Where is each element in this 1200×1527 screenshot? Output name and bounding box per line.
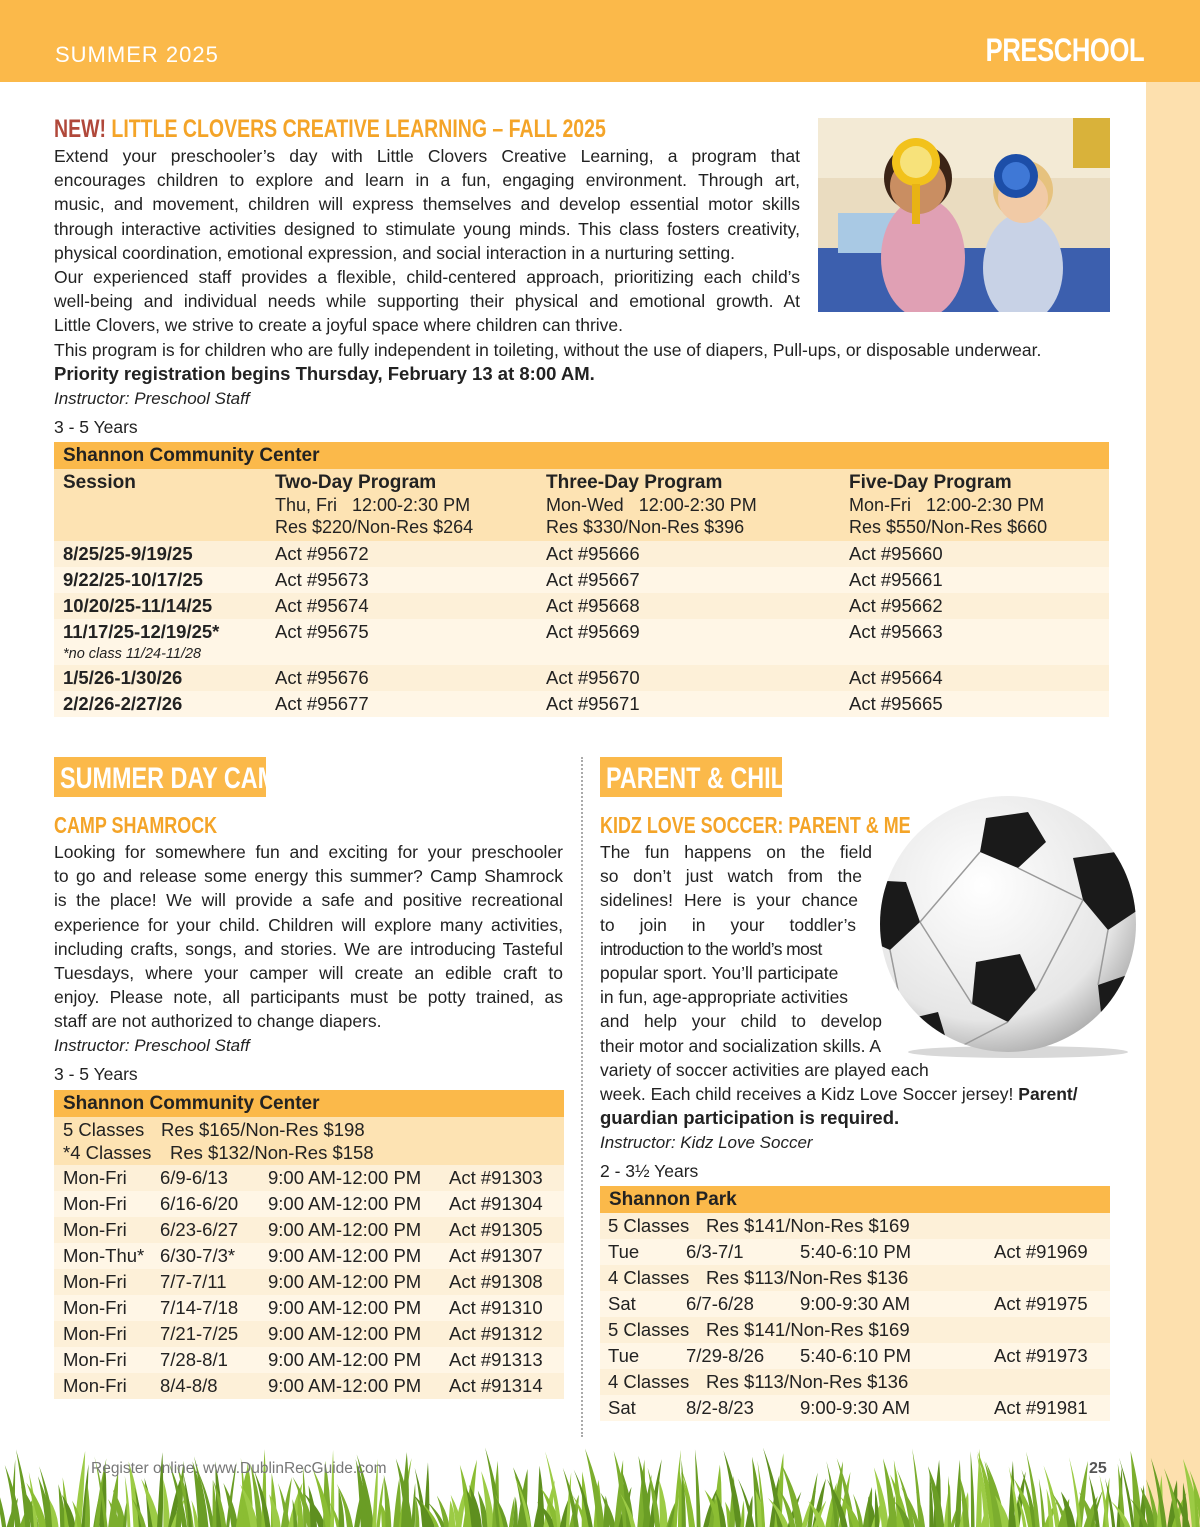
classes-label: 4 Classes [608, 1267, 690, 1288]
parent-banner [600, 757, 802, 797]
camp-dates: 6/16-6/20 [160, 1193, 239, 1214]
camp-act: Act #91304 [449, 1193, 543, 1214]
camp-days: Mon-Fri [63, 1323, 127, 1344]
grass-blade [948, 1476, 951, 1527]
register-link[interactable]: Register online: www.DublinRecGuide.com [91, 1460, 387, 1477]
grass-blade [659, 1479, 668, 1527]
soccer-day: Sat [608, 1397, 636, 1418]
camp-time: 9:00 AM-12:00 PM [268, 1271, 422, 1292]
desc-line: is the place! We will provide a safe and positive recreational [54, 890, 563, 911]
priority-registration: Priority registration begins Thursday, February 13 at 8:00 AM. [54, 363, 595, 384]
classes-price: Res $113/Non-Res $136 [706, 1267, 909, 1288]
soccer-act: Act #91981 [994, 1397, 1088, 1418]
soccer-dates: 6/7-6/28 [686, 1293, 754, 1314]
desc-line: physical coordination, emotional expression, and social interaction in a nurturing setting. [54, 242, 735, 263]
grass-blade [971, 1451, 975, 1527]
desc-line: Little Clovers, we strive to create a joyful space where children can thrive. [54, 315, 624, 336]
program-five-day [849, 472, 1047, 538]
soccer-ages: 2 - 3½ Years [600, 1161, 699, 1181]
camp-days: Mon-Fri [63, 1271, 127, 1292]
program-three-day [546, 472, 757, 538]
camp-time: 9:00 AM-12:00 PM [268, 1297, 422, 1318]
clovers-description [54, 144, 800, 338]
camp-row [54, 1243, 564, 1269]
desc-line: popular sport. You’ll participate [600, 963, 839, 984]
desc-line: their motor and socialization skills. A [600, 1035, 882, 1056]
program-two-day [275, 472, 473, 538]
act-three: Act #95667 [546, 569, 640, 590]
camp-dates: 7/7-7/11 [160, 1271, 227, 1292]
camp-location: Shannon Community Center [54, 1090, 564, 1117]
act-five: Act #95662 [849, 595, 943, 616]
act-five: Act #95664 [849, 667, 943, 688]
camp-act: Act #91313 [449, 1349, 543, 1370]
clovers-ages: 3 - 5 Years [54, 417, 138, 437]
camp-row [54, 1295, 564, 1321]
camp-row [54, 1191, 564, 1217]
camp-days: Mon-Fri [63, 1349, 127, 1370]
desc-line: through interactive activities designed to stimulate young minds. This class fosters creativity, [54, 218, 800, 239]
section-title: PRESCHOOL [985, 32, 1144, 68]
program-name: Three-Day Program [546, 472, 723, 493]
session-label: Session [63, 472, 136, 493]
soccer-time: 5:40-6:10 PM [800, 1345, 912, 1366]
soccer-time: 9:00-9:30 AM [800, 1397, 911, 1418]
soccer-row [600, 1239, 1110, 1265]
grass-blade [163, 1479, 170, 1527]
side-stripe [1146, 82, 1200, 1527]
camp-act: Act #91307 [449, 1245, 543, 1266]
price-label: *4 Classes [63, 1142, 152, 1163]
session-dates: 8/25/25-9/19/25 [63, 543, 193, 564]
camp-description [54, 840, 563, 1034]
soccer-description [600, 840, 1112, 1130]
desc-line: staff are not authorized to change diapers. [54, 1011, 382, 1032]
soccer-price-row [600, 1317, 1110, 1343]
toilet-note: This program is for children who are fully independent in toileting, without the use of diapers, Pull-ups, or disposable underwear. [54, 340, 1042, 360]
participation-note: guardian participation is required. [600, 1107, 900, 1129]
soccer-day: Tue [608, 1241, 640, 1262]
desc-line: Our experienced staff provides a flexible, child-centered approach, prioritizing each child’s [54, 267, 800, 288]
camp-instructor: Instructor: Preschool Staff [54, 1036, 250, 1055]
act-five: Act #95663 [849, 621, 943, 642]
camp-act: Act #91308 [449, 1271, 543, 1292]
clovers-title-text: LITTLE CLOVERS CREATIVE LEARNING – FALL 2025 [111, 115, 606, 143]
act-two: Act #95674 [275, 595, 369, 616]
session-row [54, 567, 1109, 593]
camp-row [54, 1165, 564, 1191]
session-row [54, 691, 1109, 717]
soccer-dates: 7/29-8/26 [686, 1345, 765, 1366]
soccer-act: Act #91969 [994, 1241, 1088, 1262]
classes-price: Res $141/Non-Res $169 [706, 1215, 910, 1236]
act-three: Act #95670 [546, 667, 640, 688]
camp-days: Mon-Fri [63, 1375, 127, 1396]
act-three: Act #95671 [546, 693, 640, 714]
clovers-table [54, 442, 1109, 717]
page-number: 25 [1089, 1460, 1107, 1477]
parent-banner-text: PARENT & CHILD [606, 762, 802, 795]
program-days: Thu, Fri 12:00-2:30 PM [275, 495, 471, 515]
clovers-title [54, 115, 606, 144]
grass-blade [695, 1449, 701, 1527]
program-days: Mon-Wed 12:00-2:30 PM [546, 495, 757, 515]
desc-line: enjoy. Please note, all participants must be potty trained, as [54, 987, 563, 1008]
desc-line: well-being and individual needs while supporting their physical and emotional growth. At [54, 291, 800, 312]
desc-line: encourages children to explore and learn in a fun, engaging environment. Through art, [54, 170, 800, 191]
camp-ages: 3 - 5 Years [54, 1064, 138, 1084]
camp-prices [54, 1117, 564, 1165]
desc-line: and help your child to develop [600, 1011, 882, 1032]
grass-blade [955, 1460, 961, 1527]
camp-row [54, 1321, 564, 1347]
camp-time: 9:00 AM-12:00 PM [268, 1245, 422, 1266]
camp-act: Act #91303 [449, 1167, 543, 1188]
soccer-price-row [600, 1369, 1110, 1395]
camp-table [54, 1090, 564, 1399]
grass-blade [537, 1466, 544, 1527]
clovers-instructor: Instructor: Preschool Staff [54, 389, 250, 408]
soccer-instructor: Instructor: Kidz Love Soccer [600, 1133, 813, 1152]
session-row [54, 619, 1109, 665]
session-dates: 1/5/26-1/30/26 [63, 667, 183, 688]
session-dates: 2/2/26-2/27/26 [63, 693, 183, 714]
program-name: Two-Day Program [275, 472, 437, 493]
camp-dates: 8/4-8/8 [160, 1375, 218, 1396]
desc-line: introduction to the world’s most [600, 938, 822, 959]
clovers-location: Shannon Community Center [54, 442, 1109, 469]
desc-line: including crafts, songs, and stories. We are introducing Tasteful [54, 938, 563, 959]
act-three: Act #95668 [546, 595, 640, 616]
desc-line: variety of soccer activities are played each [600, 1059, 929, 1080]
clovers-program-header [54, 469, 1109, 541]
camp-act: Act #91305 [449, 1219, 543, 1240]
column-divider [581, 757, 583, 1437]
camp-dates: 7/28-8/1 [160, 1349, 228, 1370]
desc-line: sidelines! Here is your chance [600, 890, 858, 911]
price-value: Res $132/Non-Res $158 [170, 1142, 374, 1163]
classes-label: 4 Classes [608, 1371, 690, 1392]
camp-days: Mon-Fri [63, 1167, 127, 1188]
camp-dates: 7/21-7/25 [160, 1323, 239, 1344]
act-two: Act #95673 [275, 569, 369, 590]
act-two: Act #95676 [275, 667, 369, 688]
desc-line: The fun happens on the field [600, 842, 872, 862]
soccer-act: Act #91973 [994, 1345, 1088, 1366]
grass-blade [740, 1500, 744, 1527]
new-label: NEW! [54, 115, 106, 143]
session-dates: 11/17/25-12/19/25* [63, 621, 220, 642]
grass-blade [223, 1483, 238, 1527]
act-two: Act #95677 [275, 693, 369, 714]
camp-dates: 6/23-6/27 [160, 1219, 239, 1240]
grass-decoration [0, 1447, 1200, 1527]
program-price: Res $330/Non-Res $396 [546, 517, 745, 537]
act-three: Act #95669 [546, 621, 640, 642]
price-label: 5 Classes [63, 1119, 145, 1140]
camp-dates: 7/14-7/18 [160, 1297, 239, 1318]
camp-row [54, 1269, 564, 1295]
header-bar [0, 0, 1200, 82]
camp-dates: 6/30-7/3* [160, 1245, 236, 1266]
program-days: Mon-Fri 12:00-2:30 PM [849, 495, 1045, 515]
camp-time: 9:00 AM-12:00 PM [268, 1375, 422, 1396]
soccer-table [600, 1186, 1110, 1421]
soccer-price-row [600, 1265, 1110, 1291]
classes-label: 5 Classes [608, 1319, 690, 1340]
act-three: Act #95666 [546, 543, 640, 564]
grass-blade [1039, 1478, 1045, 1527]
soccer-location: Shannon Park [600, 1186, 1110, 1213]
camp-time: 9:00 AM-12:00 PM [268, 1349, 422, 1370]
soccer-title: KIDZ LOVE SOCCER: PARENT & ME [600, 812, 911, 838]
season-label: SUMMER 2025 [55, 42, 219, 67]
soccer-dates: 6/3-7/1 [686, 1241, 744, 1262]
soccer-row [600, 1395, 1110, 1421]
act-five: Act #95660 [849, 543, 943, 564]
session-note: *no class 11/24-11/28 [63, 646, 202, 662]
price-value: Res $165/Non-Res $198 [161, 1119, 365, 1140]
act-two: Act #95675 [275, 621, 369, 642]
camp-row [54, 1217, 564, 1243]
soccer-time: 9:00-9:30 AM [800, 1293, 911, 1314]
grass-blade [411, 1483, 415, 1527]
act-five: Act #95661 [849, 569, 943, 590]
soccer-day: Tue [608, 1345, 640, 1366]
kids-photo-illustration [818, 118, 1110, 312]
soccer-price-row [600, 1213, 1110, 1239]
session-row [54, 593, 1109, 619]
desc-line: Tuesdays, where your camper will create an edible craft to [54, 963, 563, 984]
camp-days: Mon-Fri [63, 1193, 127, 1214]
classes-label: 5 Classes [608, 1215, 690, 1236]
camp-days: Mon-Thu* [63, 1245, 145, 1266]
soccer-row [600, 1343, 1110, 1369]
classes-price: Res $141/Non-Res $169 [706, 1319, 910, 1340]
session-row [54, 541, 1109, 567]
camp-time: 9:00 AM-12:00 PM [268, 1167, 422, 1188]
act-five: Act #95665 [849, 693, 943, 714]
desc-line: Extend your preschooler’s day with Little Clovers Creative Learning, a program that [54, 146, 800, 166]
kids-photo [818, 118, 1110, 312]
camp-days: Mon-Fri [63, 1297, 127, 1318]
camp-banner [54, 757, 293, 797]
camp-time: 9:00 AM-12:00 PM [268, 1193, 422, 1214]
desc-line: to go and release some energy this summer? Camp Shamrock [54, 866, 563, 887]
desc-line: music, and movement, children will express themselves and develop essential motor skills [54, 194, 800, 215]
grass-blade [0, 1471, 6, 1527]
camp-act: Act #91310 [449, 1297, 543, 1318]
camp-dates: 6/9-6/13 [160, 1167, 228, 1188]
desc-line: to join in your toddler’s [600, 914, 856, 935]
soccer-dates: 8/2-8/23 [686, 1397, 754, 1418]
soccer-day: Sat [608, 1293, 636, 1314]
soccer-row [600, 1291, 1110, 1317]
session-row [54, 665, 1109, 691]
program-price: Res $550/Non-Res $660 [849, 517, 1048, 537]
participation-note: Parent/ [1018, 1084, 1078, 1105]
classes-price: Res $113/Non-Res $136 [706, 1371, 909, 1392]
desc-line: Looking for somewhere fun and exciting for your preschooler [54, 842, 563, 862]
camp-banner-text: SUMMER DAY CAMP [60, 762, 293, 795]
camp-days: Mon-Fri [63, 1219, 127, 1240]
camp-time: 9:00 AM-12:00 PM [268, 1323, 422, 1344]
soccer-act: Act #91975 [994, 1293, 1088, 1314]
desc-line: experience for your child. Children will explore many activities, [54, 914, 563, 935]
camp-time: 9:00 AM-12:00 PM [268, 1219, 422, 1240]
session-dates: 10/20/25-11/14/25 [63, 595, 213, 616]
desc-line: in fun, age-appropriate activities [600, 987, 849, 1008]
act-two: Act #95672 [275, 543, 369, 564]
desc-line: so don’t just watch from the [600, 866, 862, 887]
program-name: Five-Day Program [849, 472, 1012, 493]
program-price: Res $220/Non-Res $264 [275, 517, 474, 537]
desc-line: week. Each child receives a Kidz Love Soccer jersey! [600, 1084, 1014, 1105]
camp-act: Act #91314 [449, 1375, 543, 1396]
camp-act: Act #91312 [449, 1323, 543, 1344]
camp-row [54, 1373, 564, 1399]
desc-line-last [600, 1082, 1112, 1106]
camp-title: CAMP SHAMROCK [54, 812, 218, 838]
soccer-time: 5:40-6:10 PM [800, 1241, 912, 1262]
camp-row [54, 1347, 564, 1373]
session-dates: 9/22/25-10/17/25 [63, 569, 203, 590]
